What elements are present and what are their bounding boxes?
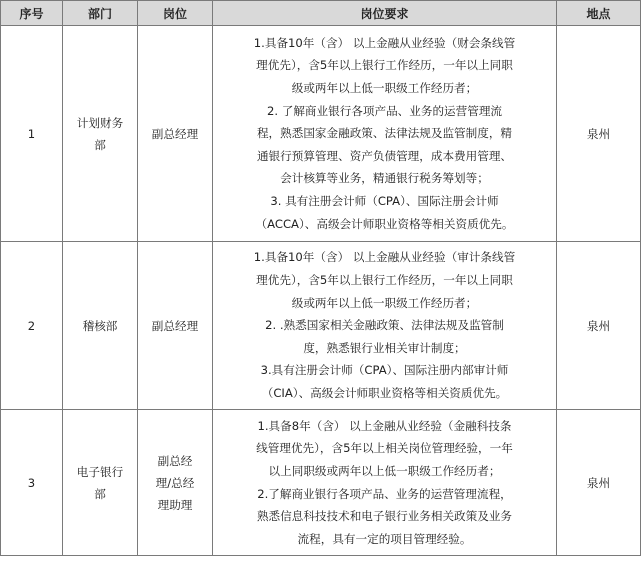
header-requirements: 岗位要求 [213, 1, 557, 26]
table-row [1, 410, 641, 556]
position-cell [138, 26, 213, 242]
header-row [1, 1, 641, 26]
requirement-line: 以上同职级或两年以上低一职级工作经历者； [268, 463, 501, 478]
department-cell [63, 26, 138, 242]
row-number: 3 [1, 410, 63, 556]
requirement-line: （CIA）、高级会计师职业资格等相关资质优先。 [261, 385, 508, 400]
requirement-line: 2.了解商业银行各项产品、业务的运营管理流程， [257, 486, 512, 501]
requirement-line: 度，熟悉银行业相关审计制度； [303, 340, 466, 355]
department-line: 部 [94, 486, 106, 501]
department-cell [63, 242, 138, 410]
requirements-cell [213, 410, 557, 556]
location-cell: 泉州 [557, 242, 641, 410]
row-number: 1 [1, 26, 63, 242]
header-location: 地点 [557, 1, 641, 26]
location-cell: 泉州 [557, 26, 641, 242]
requirement-line: 1.具备10年（含） 以上金融从业经验（审计条线管 [253, 250, 516, 265]
requirement-line: 3. 具有注册会计师（CPA）、国际注册会计师 [270, 193, 499, 208]
requirement-line: 2. 了解商业银行各项产品、业务的运营管理流 [266, 103, 503, 118]
requirement-line: （ACCA）、高级会计师职业资格等相关资质优先。 [255, 216, 514, 231]
requirement-line: 理优先），含5年以上银行工作经历，一年以上同职 [256, 58, 513, 73]
requirement-line: 会计核算等业务，精通银行税务筹划等； [280, 171, 489, 186]
department-line: 部 [94, 137, 106, 152]
requirement-line: 级或两年以上低一职级工作经历者； [291, 295, 478, 310]
department-line: 计划财务 [76, 115, 124, 130]
requirement-line: 级或两年以上低一职级工作经历者； [291, 81, 478, 96]
requirement-line: 2. .熟悉国家相关金融政策、法律法规及监管制 [265, 318, 504, 333]
requirement-line: 程，熟悉国家金融政策、法律法规及监管制度，精 [256, 126, 513, 141]
table-row [1, 242, 641, 410]
requirement-line: 1.具备8年（含） 以上金融从业经验（金融科技条 [257, 418, 512, 433]
requirements-cell [213, 26, 557, 242]
requirement-line: 熟悉信息科技技术和电子银行业务相关政策及业务 [256, 509, 513, 524]
position-line: 理/总经 [155, 475, 195, 490]
header-dept: 部门 [63, 1, 138, 26]
department-line: 稽核部 [82, 318, 118, 333]
requirement-line: 流程，具有一定的项目管理经验。 [297, 531, 472, 546]
requirement-line: 3.具有注册会计师（CPA）、国际注册内部审计师 [260, 363, 509, 378]
position-line: 副总经 [157, 453, 193, 468]
requirement-line: 1.具备10年（含） 以上金融从业经验（财会条线管 [253, 35, 516, 50]
requirement-line: 线管理优先），含5年以上相关岗位管理经验，一年 [256, 441, 513, 456]
requirement-line: 通银行预算管理、资产负债管理，成本费用管理、 [256, 148, 513, 163]
header-position: 岗位 [138, 1, 213, 26]
row-number: 2 [1, 242, 63, 410]
position-cell [138, 410, 213, 556]
position-line: 副总经理 [151, 318, 199, 333]
table-row [1, 26, 641, 242]
location-cell: 泉州 [557, 410, 641, 556]
position-line: 副总经理 [151, 126, 199, 141]
requirements-cell [213, 242, 557, 410]
requirement-line: 理优先），含5年以上银行工作经历，一年以上同职 [256, 273, 513, 288]
header-no: 序号 [1, 1, 63, 26]
position-line: 理助理 [157, 497, 193, 512]
position-cell [138, 242, 213, 410]
department-line: 电子银行 [76, 464, 124, 479]
department-cell [63, 410, 138, 556]
